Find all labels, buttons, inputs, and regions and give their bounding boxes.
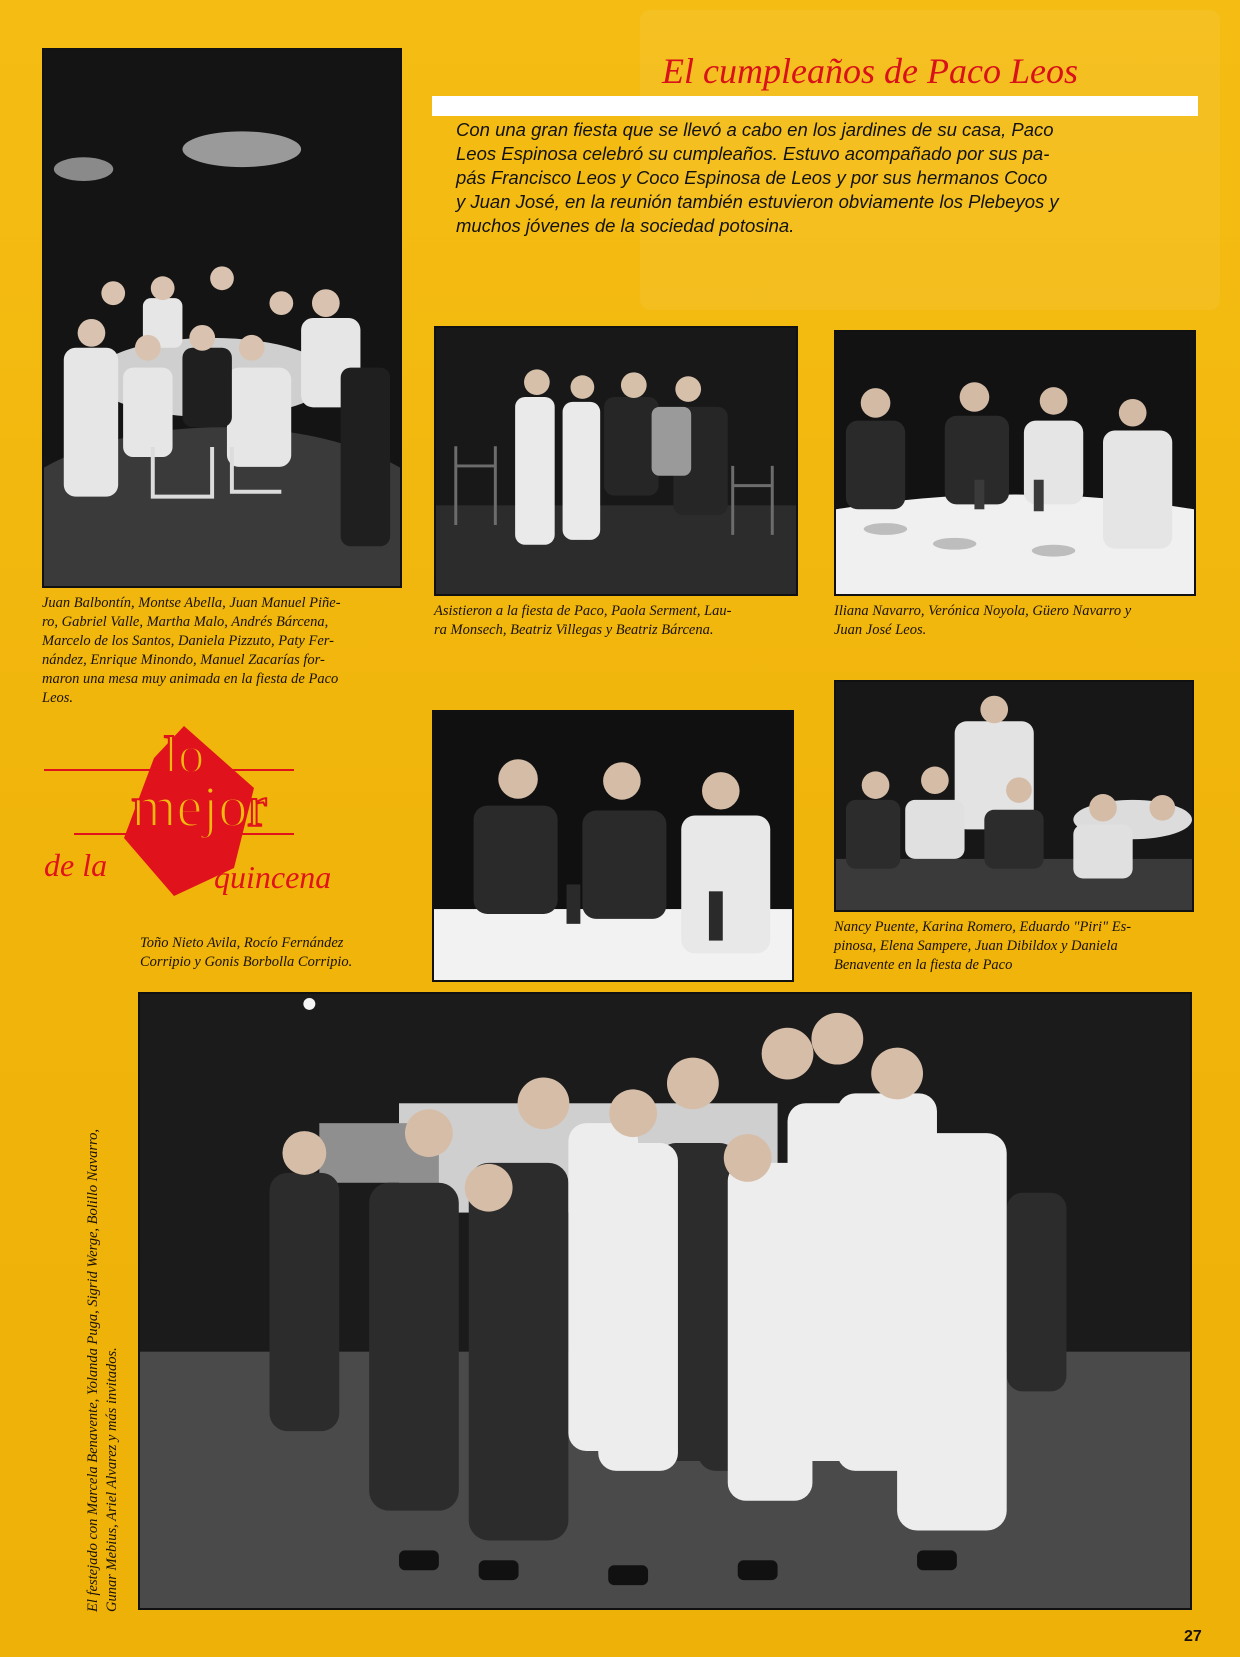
caption-group-vertical xyxy=(84,972,122,1612)
article-title: El cumpleaños de Paco Leos xyxy=(662,51,1078,91)
logo-mejor: mejor xyxy=(131,774,267,839)
caption-iliana-table xyxy=(834,602,1200,640)
caption-line: maron una mesa muy animada en la fiesta de Paco xyxy=(42,671,339,687)
caption-line: Toño Nieto Avila, Rocío Fernández xyxy=(140,935,344,951)
photo-three-friends xyxy=(432,710,794,982)
caption-line: Asistieron a la fiesta de Paco, Paola Serment, Lau- xyxy=(434,603,732,619)
photo-four-girls xyxy=(434,326,798,596)
caption-line: ro, Gabriel Valle, Martha Malo, Andrés Bárcena, xyxy=(42,614,329,630)
caption-table-group xyxy=(42,594,398,708)
caption-line: ra Monsech, Beatriz Villegas y Beatriz Bárcena. xyxy=(434,622,714,638)
intro-line: pás Francisco Leos y Coco Espinosa de Leos y por sus hermanos Coco xyxy=(456,167,1048,188)
photo-iliana-table xyxy=(834,330,1196,596)
intro-line: Leos Espinosa celebró su cumpleaños. Estuvo acompañado por sus pa- xyxy=(456,143,1050,164)
logo-quincena: quincena xyxy=(214,859,332,895)
caption-nancy-group xyxy=(834,918,1198,975)
intro-line: Con una gran fiesta que se llevó a cabo en los jardines de su casa, Paco xyxy=(456,119,1054,140)
caption-line: Marcelo de los Santos, Daniela Pizzuto, Paty Fer- xyxy=(42,633,334,649)
intro-line: muchos jóvenes de la sociedad potosina. xyxy=(456,215,795,236)
photo-table-group xyxy=(42,48,402,588)
caption-line: El festejado con Marcela Benavente, Yolanda Puga, Sigrid Werge, Bolillo Navarro, xyxy=(85,1128,101,1612)
caption-line: Juan José Leos. xyxy=(834,622,927,638)
photo-nancy-group xyxy=(834,680,1194,912)
caption-line: Nancy Puente, Karina Romero, Eduardo "Piri" Es- xyxy=(834,919,1132,935)
intro-line: y Juan José, en la reunión también estuvieron obviamente los Plebeyos y xyxy=(456,191,1059,212)
logo-de-la: de la xyxy=(44,847,108,883)
caption-line: Corripio y Gonis Borbolla Corripio. xyxy=(140,954,353,970)
caption-line: Leos. xyxy=(42,690,74,706)
caption-line: nández, Enrique Minondo, Manuel Zacarías for- xyxy=(42,652,325,668)
caption-best-of xyxy=(140,934,410,972)
caption-line: Benavente en la fiesta de Paco xyxy=(834,957,1013,973)
lo-mejor-logo xyxy=(44,718,404,918)
title-underline-bar xyxy=(432,96,1198,116)
caption-line: Juan Balbontín, Montse Abella, Juan Manuel Piñe- xyxy=(42,595,341,611)
caption-four-girls xyxy=(434,602,798,640)
vertical-caption-wrapper xyxy=(84,972,122,1612)
caption-line: pinosa, Elena Sampere, Juan Dibildox y Daniela xyxy=(834,938,1118,954)
caption-line: Gunar Mebius, Ariel Alvarez y más invitados. xyxy=(104,1347,120,1612)
article-intro xyxy=(456,118,1162,238)
caption-line: Iliana Navarro, Verónica Noyola, Güero Navarro y xyxy=(834,603,1132,619)
photo-large-group xyxy=(138,992,1192,1610)
logo-lo: lo xyxy=(163,727,205,784)
page-number: 27 xyxy=(1184,1628,1202,1645)
